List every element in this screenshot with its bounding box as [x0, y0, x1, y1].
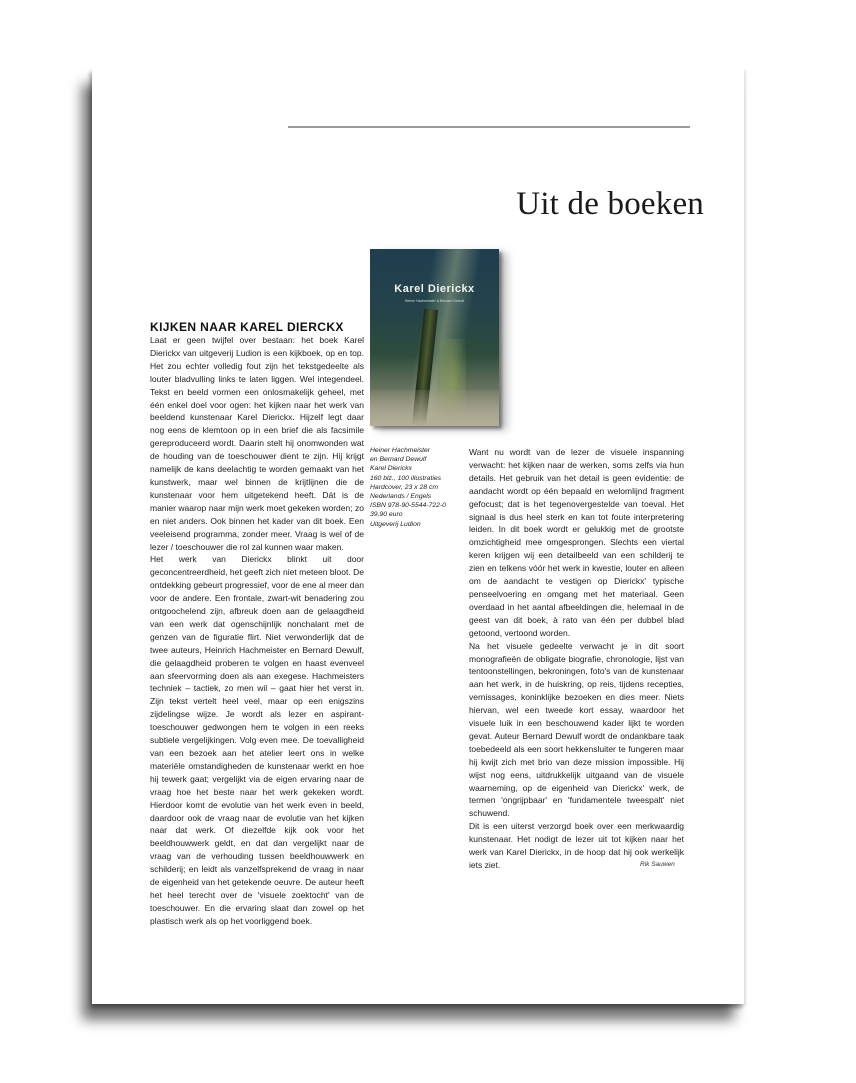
caption-line: 160 blz., 100 illustraties — [370, 474, 442, 482]
caption-line: 39,90 euro — [370, 511, 403, 519]
article-paragraph: Want nu wordt van de lezer de visuele inspanning verwacht: het kijken naar de werken, soms zelfs via hun details. Het gebruik van het detail is geen evidentie: de aandacht wordt op één bepaald en welomlijnd fragment gefocust; dat is het tegenovergestelde van toeval. Het signaal is dus heel sterk en kan tot foute interpretering leiden. In dit boek wordt er gelukkig met de grootste omzichtigheid mee omgesprongen. Slechts een viertal keren krijgen wij een detailbeeld van een schilderij te zien en telkens vóór het werk in kwestie, louter en alleen om de aandacht te vestigen op Dierickx' typische penseelvoering en omgang met het materiaal. Geen overdaad in het aantal afbeeldingen die, helemaal in de geest van dit boek, à rato van één per dubbel blad getoond, vertoond worden. — [469, 447, 684, 638]
caption-line: en Bernard Dewulf — [370, 456, 427, 464]
article-paragraph: Na het visuele gedeelte verwacht je in dit soort monografieën de obligate biografie, chronologie, lijst van tentoonstellingen, bekroningen, foto's van de kunstenaar aan het werk, in de huiskring, op reis, tijdens recepties, vernissages, koninklijke bezoeken en dies meer. Niets hiervan, wel een tweede kort essay, waardoor het visuele luik in een beschouwend kader lijkt te worden gevat. Auteur Bernard Dewulf wordt de ondankbare taak toebedeeld als een soort hekkensluiter te fungeren maar hij kwijt zich met brio van deze mission impossible. Hij wijst nog eens, uitdrukkelijk uitgaand van de visuele waarneming, op de eigenheid van Dierickx' werk, de termen 'ongrijpbaar' en 'fundamentele tweespalt' niet schuwend. — [469, 640, 684, 819]
caption-line: Nederlands / Engels — [370, 493, 432, 501]
caption-line: Heiner Hachmeister — [370, 447, 431, 454]
top-rule — [288, 126, 690, 128]
article-left-column — [150, 334, 364, 928]
book-details-caption — [370, 446, 462, 529]
cover-subtitle: Heiner Hachmeister & Bernard Dewulf — [404, 299, 465, 303]
book-cover-image — [370, 249, 499, 426]
cover-title: Karel Dierickx — [394, 283, 475, 295]
caption-line: Uitgeverij Ludion — [370, 520, 421, 528]
caption-line: Karel Dierickx — [370, 465, 412, 473]
article-paragraph: Dit is een uiterst verzorgd boek over een merkwaardig kunstenaar. Het nodigt de lezer uit tot kijken naar het werk van Karel Dierickx, in de hoop dat hij ook werkelijk iets ziet. — [469, 821, 684, 870]
caption-line: ISBN 978-90-5544-722-0 — [370, 502, 446, 510]
caption-line: Hardcover, 23 x 28 cm — [370, 483, 438, 491]
magazine-page — [92, 68, 744, 1004]
page-title: Uit de boeken — [516, 186, 704, 222]
article-paragraph: Het werk van Dierickx blinkt uit door geconcentreerdheid, het geeft zich niet meteen bloot. De ontdekking gebeurt progressief, voor de ene al meer dan voor de andere. Een frontale, zwart-wit benadering zou ontgoochelend zijn, afbreuk doen aan de gelaagdheid van een werk dat ogenschijnlijk nonchalant met de genzen van de figuratie flirt. Niet verwonderlijk dat de twee auteurs, Heinrich Hachmeister en Bernard Dewulf, die gelaagdheid proberen te volgen en haast evenveel aan sfeervorming doen als aan exegese. Hachmeisters techniek – tactiek, zo men wil – gaat hier het verst in. Zijn tekst vertelt heel veel, maar op een enigszins zijdelingse wijze. Je wordt als lezer en aspirant-toeschouwer gedwongen hem te volgen in een reeks subtiele vergelijkingen. Volg even mee. De toevalligheid van een bezoek aan het atelier leert ons in welke materiële omstandigheden de kunstenaar werkt en hoe hij tewerk gaat; vergelijkt via de eigen ervaring naar de vraag hoe het beste naar het werk gekeken wordt. Hierdoor komt de evolutie van het werk even in beeld, daardoor ook de vraag naar de evolutie van het kijken naar dat werk. Of diezelfde kijk ook voor het beeldhouwwerk geldt, en dat dan vergelijkt naar de vraag van de verhouding tussen beeldhouwwerk en schilderij; en leidt als vanzelfsprekend de vraag in naar de eigenheid van het getekende oeuvre. De auteur heeft het heel terecht over de 'visuele zoektocht' van de toeschouwer. En die ervaring slaat dan zowel op het plastisch werk als op het voorliggend boek. — [150, 554, 364, 926]
article-author: Rik Sauwen — [640, 861, 675, 868]
article-right-column — [469, 446, 684, 872]
cover-ground-shape — [370, 390, 499, 426]
article-paragraph: Laat er geen twijfel over bestaan: het boek Karel Dierickx van uitgeverij Ludion is een kijkboek, op en top. Het zou echter volledig fout zijn het tekstgedeelte als louter bladvulling links te laten liggen. Wel integendeel. Tekst en beeld vormen een onlosmakelijk geheel, met één enkel doel voor ogen: het kijken naar het werk van beeldend kunstenaar Karel Dierickx. Hijzelf legt daar nog eens de klemtoon op in een brief die als facsimile gereproduceerd wordt. Daarin stelt hij onomwonden wat de houding van de toeschouwer dient te zijn. Hij krijgt namelijk de kans deelachtig te worden gemaakt van het kunstwerk, maar wel binnen de krijtlijnen die de kunstenaar voor hem uitgetekend heeft. Dát is de manier waarop naar mijn werk moet gekeken worden; zo en niet anders. Ook binnen het kader van dit boek. Een veeleisend programma, zonder meer. Vraag is wel of de lezer / toeschouwer die rol zal kunnen waar maken. — [150, 335, 364, 552]
article-heading: KIJKEN NAAR KAREL DIERCKX — [150, 320, 344, 334]
